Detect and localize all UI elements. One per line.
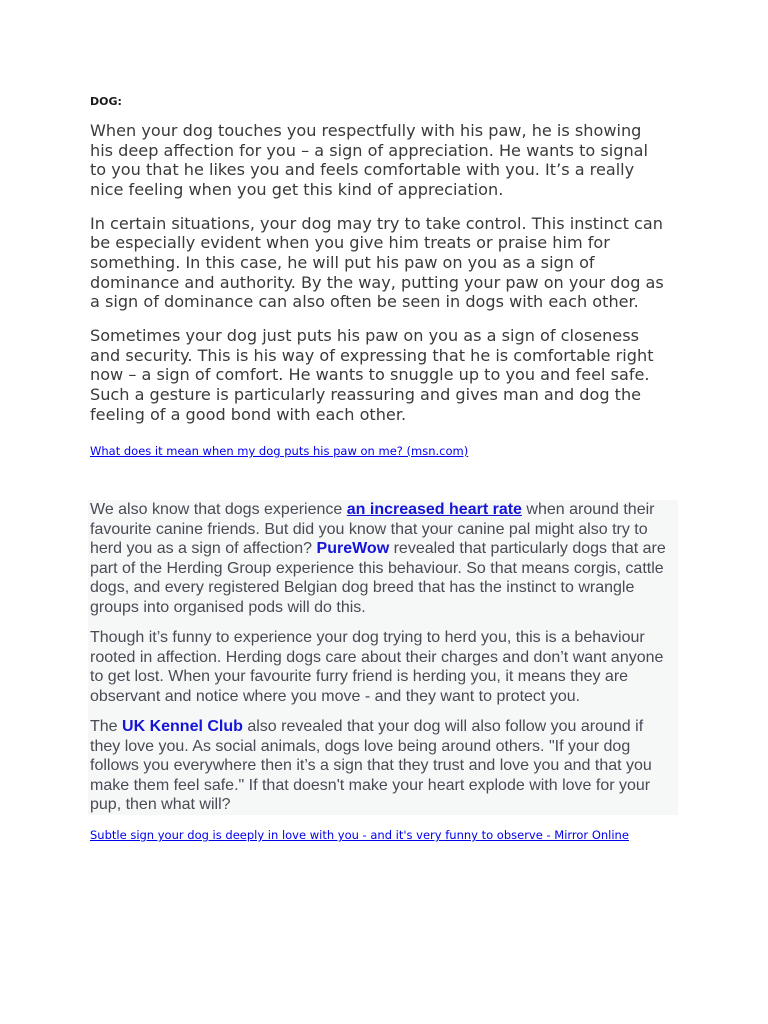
text-line: part of the Herding Group experience this behaviour. So that means corgis, cattle: [90, 559, 664, 577]
paragraph-dominance: [90, 214, 690, 312]
source-link-msn[interactable]: What does it mean when my dog puts his paw on me? (msn.com): [90, 444, 469, 458]
text-line: dominance and authority. By the way, putting your paw on your dog as: [90, 272, 664, 292]
heading-dog: DOG:: [90, 95, 122, 108]
text-line: Though it’s funny to experience your dog trying to herd you, this is a behaviour: [90, 629, 645, 646]
link-purewow[interactable]: PureWow: [316, 540, 390, 557]
quoted-article-block: [88, 500, 678, 815]
text-line: The: [90, 718, 123, 735]
text-line: When your dog touches you respectfully with his paw, he is showing: [90, 121, 642, 140]
text-line: nice feeling when you get this kind of appreciation.: [90, 179, 504, 199]
paragraph-appreciation: [90, 121, 690, 199]
paragraph-herding: [90, 500, 666, 617]
text-line: Such a gesture is particularly reassuring and gives man and dog the: [90, 384, 642, 404]
text-line: observant and notice where you move - and they want to protect you.: [90, 687, 581, 705]
text-line: follows you everywhere then it’s a sign that they trust and love you and that you: [90, 757, 652, 774]
text-line: revealed that particularly dogs that are: [389, 540, 666, 557]
text-line: now – a sign of comfort. He wants to snuggle up to you and feel safe.: [90, 365, 650, 385]
text-line: rooted in affection. Herding dogs care about their charges and don’t want anyone: [90, 648, 664, 666]
text-line: and security. This is his way of expressing that he is comfortable right: [90, 345, 654, 365]
text-line: when around their: [521, 501, 655, 518]
source-link-mirror[interactable]: Subtle sign your dog is deeply in love with you - and it's very funny to observe - Mirror Online: [90, 828, 629, 842]
link-increased-heart-rate[interactable]: an increased heart rate: [346, 501, 522, 518]
text-line: Sometimes your dog just puts his paw on you as a sign of closeness: [90, 326, 639, 346]
text-line: make them feel safe." If that doesn't make your heart explode with love for your: [90, 776, 651, 794]
text-line: a sign of dominance can also often be seen in dogs with each other.: [90, 292, 639, 312]
text-line: also revealed that your dog will also follow you around if: [242, 718, 644, 735]
text-line: they love you. As social animals, dogs love being around others. "If your dog: [90, 737, 631, 755]
text-line: groups into organised pods will do this.: [90, 598, 366, 616]
text-line: dogs, and every registered Belgian dog breed that has the instinct to wrangle: [90, 579, 635, 596]
paragraph-following: [90, 717, 666, 815]
text-line: We also know that dogs experience: [90, 501, 347, 518]
text-line: pup, then what will?: [90, 796, 231, 813]
text-line: to get lost. When your favourite furry friend is herding you, it means they are: [90, 668, 629, 685]
paragraph-closeness: [90, 326, 690, 424]
text-line: his deep affection for you – a sign of appreciation. He wants to signal: [90, 140, 648, 160]
text-line: herd you as a sign of affection?: [90, 540, 317, 557]
text-line: something. In this case, he will put his paw on you as a sign of: [90, 252, 595, 272]
link-uk-kennel-club[interactable]: UK Kennel Club: [122, 718, 243, 735]
text-line: feeling of a good bond with each other.: [90, 404, 407, 424]
text-line: In certain situations, your dog may try to take control. This instinct can: [90, 213, 663, 233]
paragraph-herding-affection: [90, 628, 666, 706]
text-line: to you that he likes you and feels comfortable with you. It’s a really: [90, 160, 635, 180]
text-line: be especially evident when you give him treats or praise him for: [90, 233, 610, 253]
text-line: favourite canine friends. But did you know that your canine pal might also try to: [90, 520, 648, 538]
section-paw-meaning: [90, 121, 690, 438]
